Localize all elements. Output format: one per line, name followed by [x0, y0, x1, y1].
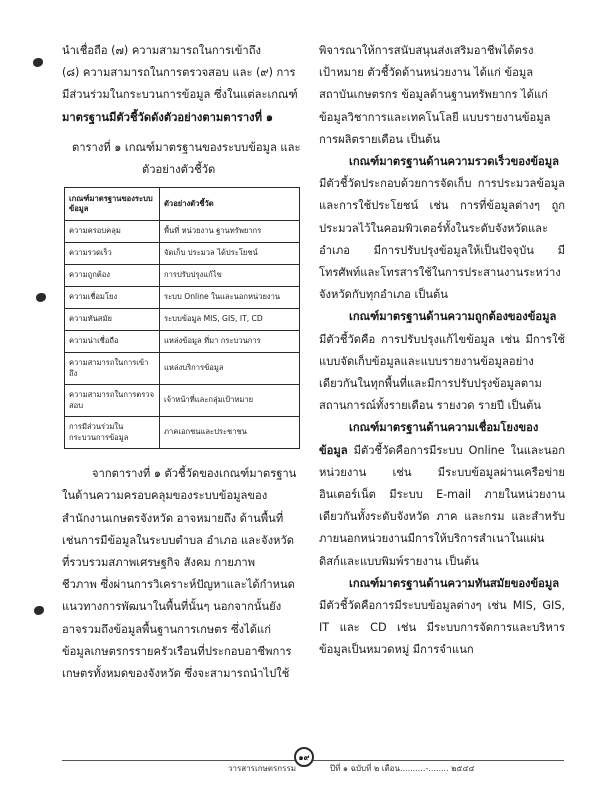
criteria-cell: การมีส่วนร่วมในกระบวนการข้อมูล	[65, 417, 160, 449]
intro-paragraph	[62, 40, 305, 129]
indicator-cell: แหล่งบริการข้อมูล	[160, 353, 300, 385]
header-criteria: เกณฑ์มาตรฐานของระบบข้อมูล	[65, 188, 160, 221]
table-row	[65, 221, 300, 243]
table-caption	[62, 137, 305, 181]
table-row	[65, 417, 300, 449]
issue-info: ปีที่ ๑ ฉบับที่ ๒ เดือน..........-........ ๒๕๔๔	[330, 764, 475, 773]
indicator-cell: แหล่งข้อมูล ที่มา กระบวนการ	[160, 331, 300, 353]
text-line: ข้อมูลเกษตรกรรายครัวเรือนที่ประกอบอาชีพการ	[62, 644, 292, 658]
criteria-cell: ความน่าเชื่อถือ	[65, 331, 160, 353]
criteria-heading: เกณฑ์มาตรฐานด้านความถูกต้องของข้อมูล	[349, 310, 557, 324]
text-line: ในด้านความครอบคลุมของระบบข้อมูลของ	[62, 489, 268, 503]
modernity-criteria-paragraph	[319, 573, 565, 662]
criteria-cell: ความทันสมัย	[65, 309, 160, 331]
table-discussion-paragraph	[62, 463, 305, 685]
continuation-paragraph	[319, 40, 565, 151]
journal-name: วารสารเกษตรกรรม	[228, 764, 297, 773]
text-line: มาตรฐานมีตัวชี้วัดดังตัวอย่างตามตารางที่ ๑	[62, 110, 273, 124]
criteria-heading: เกณฑ์มาตรฐานด้านความทันสมัยของข้อมูล	[349, 576, 560, 590]
indicator-cell: ระบบ Online ในและนอกหน่วยงาน	[160, 287, 300, 309]
table-row	[65, 243, 300, 265]
criteria-cell: ความสามารถในการตรวจสอบ	[65, 385, 160, 417]
text-line: การผลิตรายเดือน เป็นต้น	[319, 132, 441, 146]
table-row	[65, 265, 300, 287]
indicator-cell: พื้นที่ หน่วยงาน ฐานทรัพยากร	[160, 221, 300, 243]
text-line: นำเชื่อถือ (๗) ความสามารถในการเข้าถึง	[62, 44, 261, 57]
page-number-badge: ๑๙	[294, 747, 314, 767]
indicator-cell: การปรับปรุงแก้ไข	[160, 265, 300, 287]
speed-criteria-paragraph	[319, 151, 565, 306]
indicator-cell: จัดเก็บ ประมวล ได้ประโยชน์	[160, 243, 300, 265]
criteria-heading: เกณฑ์มาตรฐานด้านความเชื่อมโยงของข้อมูล	[319, 421, 539, 457]
linkage-criteria-paragraph	[319, 417, 565, 572]
text-line: สถาบันเกษตรกร ข้อมูลด้านฐานทรัพยากร ได้แก่	[319, 88, 548, 102]
text-line: ข้อมูลวิชาการและเทคโนโลยี แบบรายงานข้อมูล	[319, 110, 551, 124]
criteria-cell: ความถูกต้อง	[65, 265, 160, 287]
criteria-cell: ความครอบคลุม	[65, 221, 160, 243]
indicator-cell: เจ้าหน้าที่และกลุ่มเป้าหมาย	[160, 385, 300, 417]
indicator-cell: ระบบข้อมูล MIS, GIS, IT, CD	[160, 309, 300, 331]
indicator-cell: ภาคเอกชนและประชาชน	[160, 417, 300, 449]
text-line: มีส่วนร่วมในกระบวนการข้อมูล ซึ่งในแต่ละเกณฑ์	[62, 88, 298, 102]
text-line: แนวทางการพัฒนาในพื้นที่นั้นๆ นอกจากนั้นยัง	[62, 600, 282, 614]
text-line: เกษตรทั้งหมดของจังหวัด ซึ่งจะสามารถนำไปใช้	[62, 667, 290, 681]
criteria-body: มีตัวชี้วัดคือ การปรับปรุงแก้ไขข้อมูล เช่น มีการใช้แบบจัดเก็บข้อมูลและแบบรายงานข้อมูลอย่างเดียวกันในทุกพื้นที่และมีการปรับปรุงข้อมูลตามสถานการณ์ทั้งรายเดือน รายงวด รายปี เป็นต้น	[319, 332, 565, 413]
criteria-body: มีตัวชี้วัดคือการมีระบบข้อมูลต่างๆ เช่น MIS, GIS, IT และ CD เช่น มีระบบการจัดการและบริหารข้อมูลเป็นหมวดหมู่ มีการจำแนก	[319, 599, 565, 657]
table-header-row	[65, 188, 300, 221]
criteria-body: มีตัวชี้วัดประกอบด้วยการจัดเก็บ การประมวลข้อมูลและการใช้ประโยชน์ เช่น การที่ข้อมูลต่างๆ ถูกประมวลไว้ในคอมพิวเตอร์ทั้งในระดับจังหวัดและอำเภอ มีการปรับปรุงข้อมูลให้เป็นปัจจุบัน มีโทรศัพท์และโทรสารใช้ในการประสานงานระหว่างจังหวัดกับทุกอำเภอ เป็นต้น	[319, 177, 565, 302]
page-hole-mark	[33, 58, 43, 67]
header-indicators: ตัวอย่างตัวชี้วัด	[160, 188, 300, 221]
table-row	[65, 353, 300, 385]
criteria-cell: ความเชื่อมโยง	[65, 287, 160, 309]
text-line: พิจารณาให้การสนับสนุนส่งเสริมอาชีพได้ตรง	[319, 44, 534, 57]
table-row	[65, 385, 300, 417]
table-row	[65, 309, 300, 331]
text-line: สำนักงานเกษตรจังหวัด อาจหมายถึง ด้านพื้นที่	[62, 511, 284, 525]
criteria-cell: ความรวดเร็ว	[65, 243, 160, 265]
criteria-body: มีตัวชี้วัดคือการมีระบบ Online ในและนอกหน่วยงาน เช่น มีระบบข้อมูลผ่านเครือข่ายอินเตอร์เน็ต มีระบบ E-mail ภายในหน่วยงานเดียวกันทั้งระดับจังหวัด ภาค และกรม และสำหรับภายนอกหน่วยงานมีการให้บริการสำเนาในแผ่นดิสก์และแบบพิมพ์รายงาน เป็นต้น	[319, 443, 565, 568]
text-line: เช่นการมีข้อมูลในระบบตำบล อำเภอ และจังหวัด	[62, 533, 294, 547]
text-line: ที่รวบรวมสภาพเศรษฐกิจ สังคม กายภาพ	[62, 556, 256, 570]
right-column	[319, 40, 565, 662]
accuracy-criteria-paragraph	[319, 306, 565, 417]
text-line: ชีวภาพ ซึ่งผ่านการวิเคราะห์ปัญหาและได้กำหนด	[62, 578, 295, 592]
left-column	[62, 40, 305, 685]
table-row	[65, 287, 300, 309]
criteria-cell: ความสามารถในการเข้าถึง	[65, 353, 160, 385]
criteria-heading: เกณฑ์มาตรฐานด้านความรวดเร็วของข้อมูล	[349, 155, 560, 169]
table-row	[65, 331, 300, 353]
text-line: อาจรวมถึงข้อมูลพื้นฐานการเกษตร ซึ่งได้แก่	[62, 622, 271, 636]
text-line: (๘) ความสามารถในการตรวจสอบ และ (๙) การ	[62, 66, 296, 80]
criteria-table	[64, 187, 300, 449]
text-line: เป้าหมาย ตัวชี้วัดด้านหน่วยงาน ได้แก่ ข้อมูล	[319, 66, 534, 80]
page-hole-mark	[36, 293, 46, 302]
caption-line: ตัวอย่างตัวชี้วัด	[142, 163, 216, 177]
caption-line: ตารางที่ ๑ เกณฑ์มาตรฐานของระบบข้อมูล และ	[72, 140, 301, 154]
page-hole-mark	[34, 606, 44, 615]
text-line: จากตารางที่ ๑ ตัวชี้วัดของเกณฑ์มาตรฐาน	[92, 467, 297, 481]
